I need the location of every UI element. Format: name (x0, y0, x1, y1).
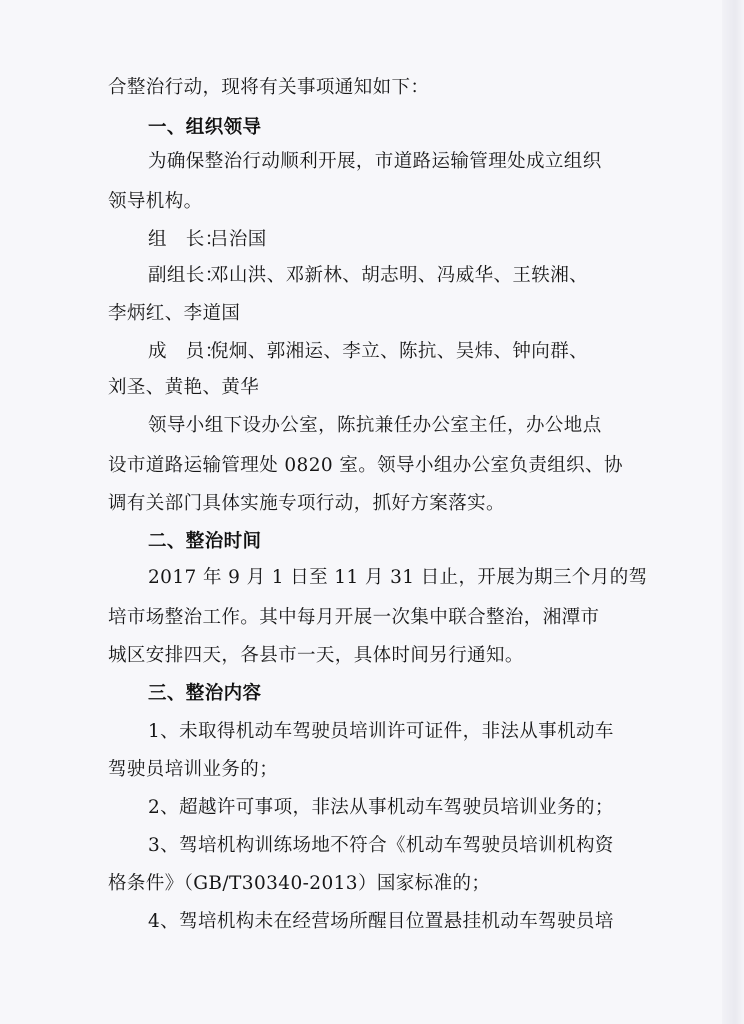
deputy-names-line1: 邓山洪、邓新林、胡志明、冯威华、王轶湘、 (210, 265, 589, 286)
item4-line1: 4、驾培机构未在经营场所醒目位置悬挂机动车驾驶员培 (148, 911, 614, 932)
section1-para-line1: 为确保整治行动顺利开展，市道路运输管理处成立组织 (148, 151, 602, 172)
opening-line: 合整治行动，现将有关事项通知如下： (108, 77, 430, 98)
item3-line1: 3、驾培机构训练场地不符合《机动车驾驶员培训机构资 (148, 835, 614, 856)
deputy-label: 副组长： (148, 265, 224, 286)
section1-heading: 一、组织领导 (148, 117, 262, 138)
section2-line3: 城区安排四天，各县市一天，具体时间另行通知。 (108, 645, 524, 666)
section2-line1: 2017 年 9 月 1 日至 11 月 31 日止，开展为期三个月的驾 (148, 567, 648, 588)
office-line2: 设市道路运输管理处 0820 室。领导小组办公室负责组织、协 (108, 455, 623, 476)
member-names-line2: 刘圣、黄艳、黄华 (108, 377, 260, 398)
leader-row (148, 228, 668, 252)
leader-label: 组 长： (148, 229, 224, 250)
deputy-row (148, 264, 668, 288)
member-label: 成 员： (148, 341, 224, 362)
section1-para-line2: 领导机构。 (108, 191, 203, 212)
deputy-names-line2: 李炳红、李道国 (108, 303, 241, 324)
section2-line2: 培市场整治工作。其中每月开展一次集中联合整治，湘潭市 (108, 607, 600, 628)
item1-line1: 1、未取得机动车驾驶员培训许可证件，非法从事机动车 (148, 721, 614, 742)
section3-heading: 三、整治内容 (148, 683, 262, 704)
section2-heading: 二、整治时间 (148, 531, 262, 552)
member-names-line1: 倪炯、郭湘运、李立、陈抗、吴炜、钟向群、 (210, 341, 589, 362)
member-row (148, 340, 668, 364)
scan-edge-shadow (722, 0, 744, 1024)
office-line1: 领导小组下设办公室，陈抗兼任办公室主任，办公地点 (148, 415, 602, 436)
item2-line1: 2、超越许可事项，非法从事机动车驾驶员培训业务的； (148, 797, 614, 818)
item1-line2: 驾驶员培训业务的； (108, 759, 279, 780)
item3-line2: 格条件》（GB/T30340-2013）国家标准的； (108, 873, 491, 894)
office-line3: 调有关部门具体实施专项行动，抓好方案落实。 (108, 493, 505, 514)
leader-name: 吕治国 (210, 229, 267, 250)
